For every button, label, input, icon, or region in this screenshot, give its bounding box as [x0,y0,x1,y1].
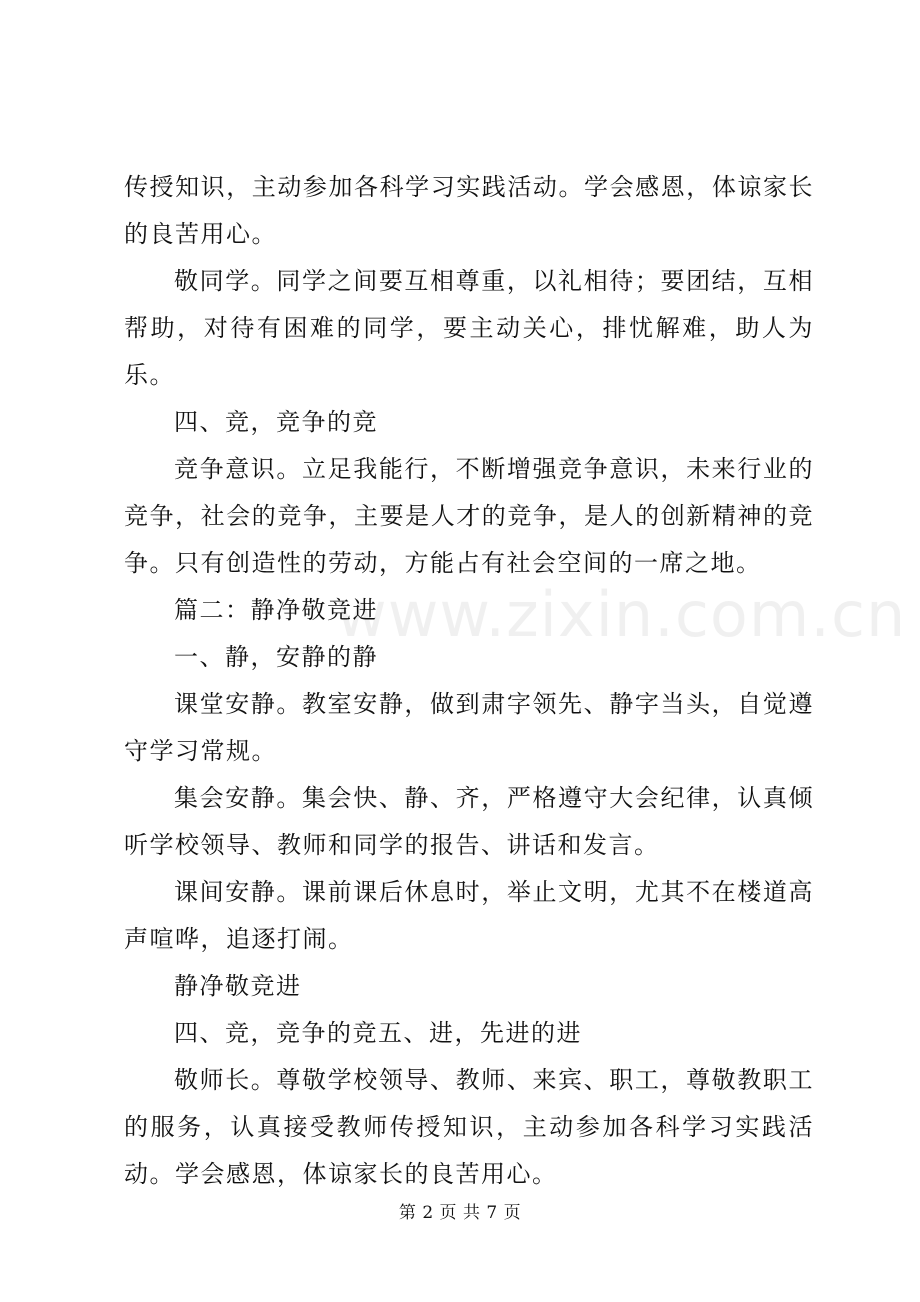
section-heading-1: 一、静，安静的静 [174,643,378,671]
document-body [124,164,814,1198]
section-heading-4: 四、竞，竞争的竞 [174,408,378,436]
paragraph-3: 竞争意识。立足我能行，不断增强竞争意识，未来行业的竞争，社会的竞争，主要是人才的竞争，是人的创新精神的竞争。只有创造性的劳动，方能占有社会空间的一席之地。 [124,455,814,577]
paragraph-5: 集会安静。集会快、静、齐，严格遵守大会纪律，认真倾听学校领导、教师和同学的报告、讲话和发言。 [124,784,814,859]
section-heading-4-5: 四、竞，竞争的竞五、进，先进的进 [174,1019,582,1047]
paragraph-6: 课间安静。课前课后休息时，举止文明，尤其不在楼道高声喧哗，追逐打闹。 [124,878,814,953]
paragraph-7: 敬师长。尊敬学校领导、教师、来宾、职工，尊敬教职工的服务，认真接受教师传授知识，主动参加各科学习实践活动。学会感恩，体谅家长的良苦用心。 [124,1066,814,1188]
article-title: 篇二：静净敬竞进 [174,596,378,624]
subtitle: 静净敬竞进 [174,972,302,1000]
paragraph-2: 敬同学。同学之间要互相尊重，以礼相待；要团结，互相帮助，对待有困难的同学，要主动关心，排忧解难，助人为乐。 [124,267,814,389]
paragraph-1: 传授知识，主动参加各科学习实践活动。学会感恩，体谅家长的良苦用心。 [124,173,814,248]
watermark: www.zixin.com.cn [336,578,907,651]
paragraph-4: 课堂安静。教室安静，做到肃字领先、静字当头，自觉遵守学习常规。 [124,690,814,765]
page-number: 第 2 页 共 7 页 [398,1203,522,1223]
